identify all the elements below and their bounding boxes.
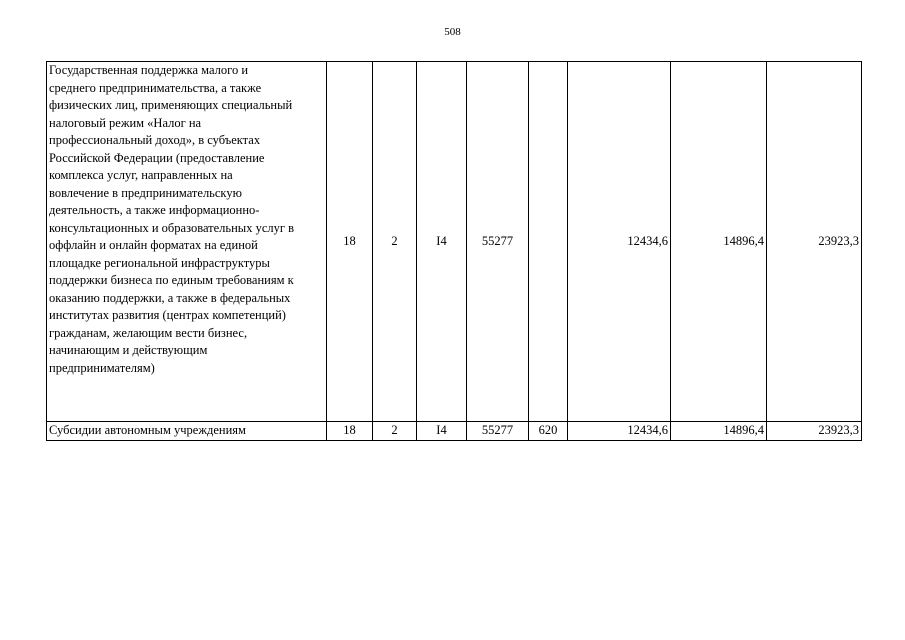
row-name-cell: Субсидии автономным учреждениям — [47, 422, 327, 441]
table-row — [47, 422, 862, 441]
section-cell: 2 — [373, 422, 417, 441]
program-cell: I4 — [417, 62, 467, 422]
row-name-cell: Государственная поддержка малого и среднего предпринимательства, а также физических лиц, применяющих специальный налоговый режим «Налог на профессиональный доход», в субъектах Российской Федерации (предоставление комплекса услуг, направленных на вовлечение в предпринимательскую деятельность, а также информационно- консультационных и образовательных услуг в оффлайн и онлайн форматах на единой площадке региональной инфраструктуры поддержки бизнеса по единым требованиям к оказанию поддержки, а также в федеральных институтах развития (центрах компетенций) гражданам, желающим вести бизнес, начинающим и действующим предпринимателям) — [47, 62, 327, 422]
amount-3-cell: 23923,3 — [767, 62, 862, 422]
amount-2-cell: 14896,4 — [671, 62, 767, 422]
amount-3-cell: 23923,3 — [767, 422, 862, 441]
amount-1-cell: 12434,6 — [568, 62, 671, 422]
page-number: 508 — [444, 26, 461, 38]
amount-1-cell: 12434,6 — [568, 422, 671, 441]
ministry-cell: 18 — [327, 422, 373, 441]
ministry-cell: 18 — [327, 62, 373, 422]
code-cell: 55277 — [467, 62, 529, 422]
budget-table — [46, 61, 862, 441]
code-cell: 55277 — [467, 422, 529, 441]
table-row — [47, 62, 862, 422]
amount-2-cell: 14896,4 — [671, 422, 767, 441]
program-cell: I4 — [417, 422, 467, 441]
section-cell: 2 — [373, 62, 417, 422]
expense-type-cell — [529, 62, 568, 422]
expense-type-cell: 620 — [529, 422, 568, 441]
